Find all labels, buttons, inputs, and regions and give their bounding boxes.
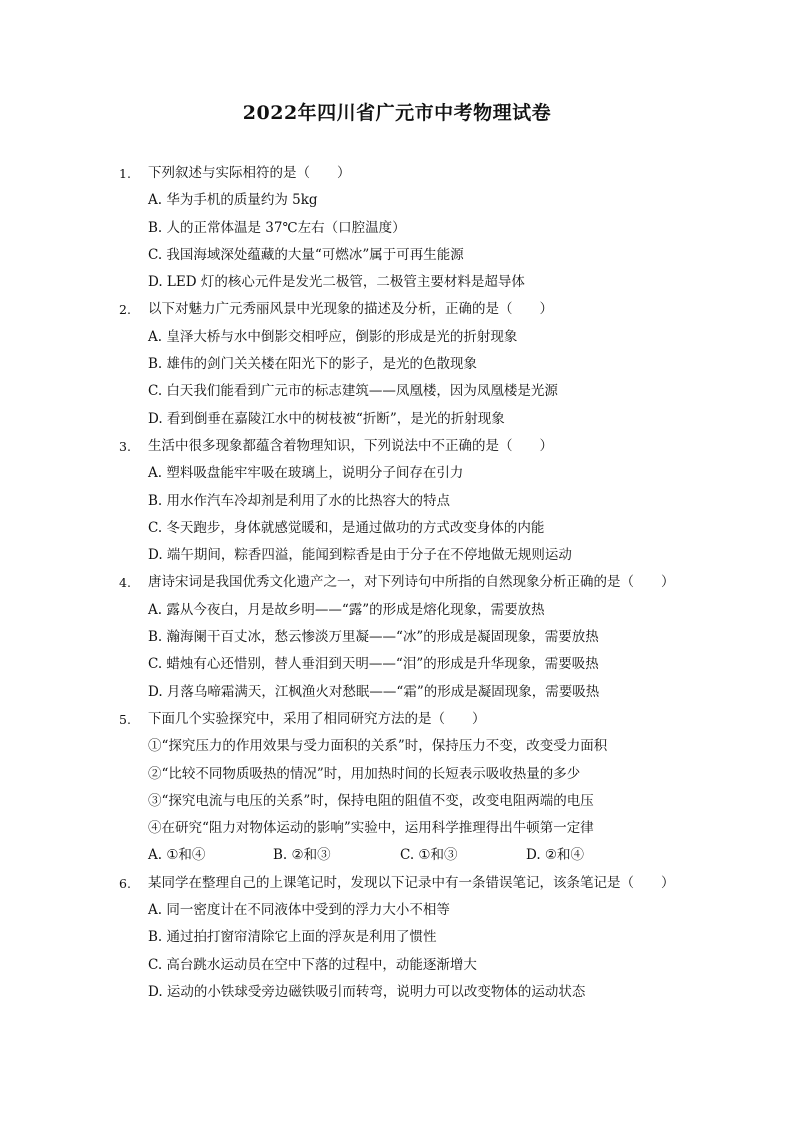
- question-6: [0, 870, 794, 1006]
- option-b: B. ②和③: [273, 847, 331, 864]
- option-line: [0, 979, 794, 1006]
- exam-title: 2022年四川省广元市中考物理试卷: [242, 102, 552, 124]
- option-line: [0, 515, 794, 542]
- option-d: D. 端午期间，粽香四溢，能闻到粽香是由于分子在不停地做无规则运动: [148, 547, 572, 564]
- question-number: 2.: [119, 302, 131, 318]
- option-line: [0, 351, 794, 378]
- option-d: D. 看到倒垂在嘉陵江水中的树枝被“折断”，是光的折射现象: [148, 410, 505, 427]
- statement-4: ④在研究“阻力对物体运动的影响”实验中，运用科学推理得出牛顿第一定律: [148, 820, 594, 837]
- question-stem-line: [0, 160, 794, 187]
- option-line: [0, 924, 794, 951]
- statement-3: ③“探究电流与电压的关系”时，保持电阻的阻值不变，改变电阻两端的电压: [148, 792, 594, 809]
- question-stem-line: [0, 569, 794, 596]
- option-line: [0, 842, 794, 869]
- question-list: [0, 160, 794, 1006]
- question-stem: 唐诗宋词是我国优秀文化遗产之一，对下列诗句中所指的自然现象分析正确的是（ ）: [148, 574, 675, 591]
- question-stem-line: [0, 433, 794, 460]
- statement-line: [0, 761, 794, 788]
- option-line: [0, 215, 794, 242]
- option-a: A. 皇泽大桥与水中倒影交相呼应，倒影的形成是光的折射现象: [148, 328, 518, 345]
- question-stem: 某同学在整理自己的上课笔记时，发现以下记录中有一条错误笔记，该条笔记是（ ）: [148, 874, 675, 891]
- option-c: C. 蜡烛有心还惜别，替人垂泪到天明——“泪”的形成是升华现象，需要吸热: [148, 656, 599, 673]
- question-4: [0, 569, 794, 705]
- option-line: [0, 406, 794, 433]
- question-number: 5.: [119, 711, 131, 727]
- option-line: [0, 324, 794, 351]
- question-stem: 以下对魅力广元秀丽风景中光现象的描述及分析，正确的是（ ）: [148, 301, 553, 318]
- option-line: [0, 488, 794, 515]
- question-number: 6.: [119, 875, 131, 891]
- statement-1: ①“探究压力的作用效果与受力面积的关系”时，保持压力不变，改变受力面积: [148, 738, 608, 755]
- option-line: [0, 242, 794, 269]
- option-d: D. ②和④: [526, 847, 585, 864]
- option-b: B. 用水作汽车冷却剂是利用了水的比热容大的特点: [148, 492, 451, 509]
- option-line: [0, 679, 794, 706]
- option-a: A. 塑料吸盘能牢牢吸在玻璃上，说明分子间存在引力: [148, 465, 464, 482]
- statement-line: [0, 733, 794, 760]
- option-c: C. 冬天跑步，身体就感觉暖和，是通过做功的方式改变身体的内能: [148, 519, 545, 536]
- option-line: [0, 897, 794, 924]
- option-line: [0, 624, 794, 651]
- question-stem: 生活中很多现象都蕴含着物理知识，下列说法中不正确的是（ ）: [148, 437, 553, 454]
- option-line: [0, 269, 794, 296]
- statement-2: ②“比较不同物质吸热的情况”时，用加热时间的长短表示吸收热量的多少: [148, 765, 581, 782]
- option-a: A. ①和④: [148, 847, 206, 864]
- option-line: [0, 952, 794, 979]
- option-d: D. LED 灯的核心元件是发光二极管，二极管主要材料是超导体: [148, 274, 525, 291]
- statement-line: [0, 815, 794, 842]
- option-d: D. 运动的小铁球受旁边磁铁吸引而转弯，说明力可以改变物体的运动状态: [148, 983, 586, 1000]
- option-line: [0, 542, 794, 569]
- option-b: B. 瀚海阑干百丈冰，愁云惨淡万里凝——“冰”的形成是凝固现象，需要放热: [148, 629, 599, 646]
- question-stem: 下列叙述与实际相符的是（ ）: [148, 165, 351, 181]
- question-1: [0, 160, 794, 296]
- option-d: D. 月落乌啼霜满天，江枫渔火对愁眠——“霜”的形成是凝固现象，需要吸热: [148, 683, 600, 700]
- question-stem-line: [0, 706, 794, 733]
- option-c: C. 高台跳水运动员在空中下落的过程中，动能逐渐增大: [148, 956, 477, 973]
- question-stem: 下面几个实验探究中，采用了相同研究方法的是（ ）: [148, 710, 486, 727]
- question-5: [0, 706, 794, 870]
- option-line: [0, 460, 794, 487]
- question-stem-line: [0, 870, 794, 897]
- option-c: C. ①和③: [400, 847, 458, 864]
- option-a: A. 同一密度计在不同液体中受到的浮力大小不相等: [148, 902, 450, 919]
- option-c: C. 我国海域深处蕴藏的大量“可燃冰”属于可再生能源: [148, 246, 464, 263]
- option-a: A. 华为手机的质量约为 5kg: [148, 192, 318, 209]
- option-b: B. 通过拍打窗帘清除它上面的浮灰是利用了惯性: [148, 929, 437, 946]
- question-2: [0, 296, 794, 432]
- option-b: B. 人的正常体温是 37℃左右（口腔温度）: [148, 219, 406, 236]
- option-a: A. 露从今夜白，月是故乡明——“露”的形成是熔化现象，需要放热: [148, 601, 545, 618]
- option-line: [0, 187, 794, 214]
- option-line: [0, 651, 794, 678]
- statement-line: [0, 788, 794, 815]
- question-number: 4.: [119, 575, 131, 591]
- question-3: [0, 433, 794, 569]
- option-b: B. 雄伟的剑门关关楼在阳光下的影子，是光的色散现象: [148, 356, 478, 373]
- option-c: C. 白天我们能看到广元市的标志建筑——凤凰楼，因为凤凰楼是光源: [148, 383, 558, 400]
- option-line: [0, 597, 794, 624]
- question-number: 3.: [119, 438, 131, 454]
- question-number: 1.: [119, 166, 131, 181]
- question-stem-line: [0, 296, 794, 323]
- option-line: [0, 378, 794, 405]
